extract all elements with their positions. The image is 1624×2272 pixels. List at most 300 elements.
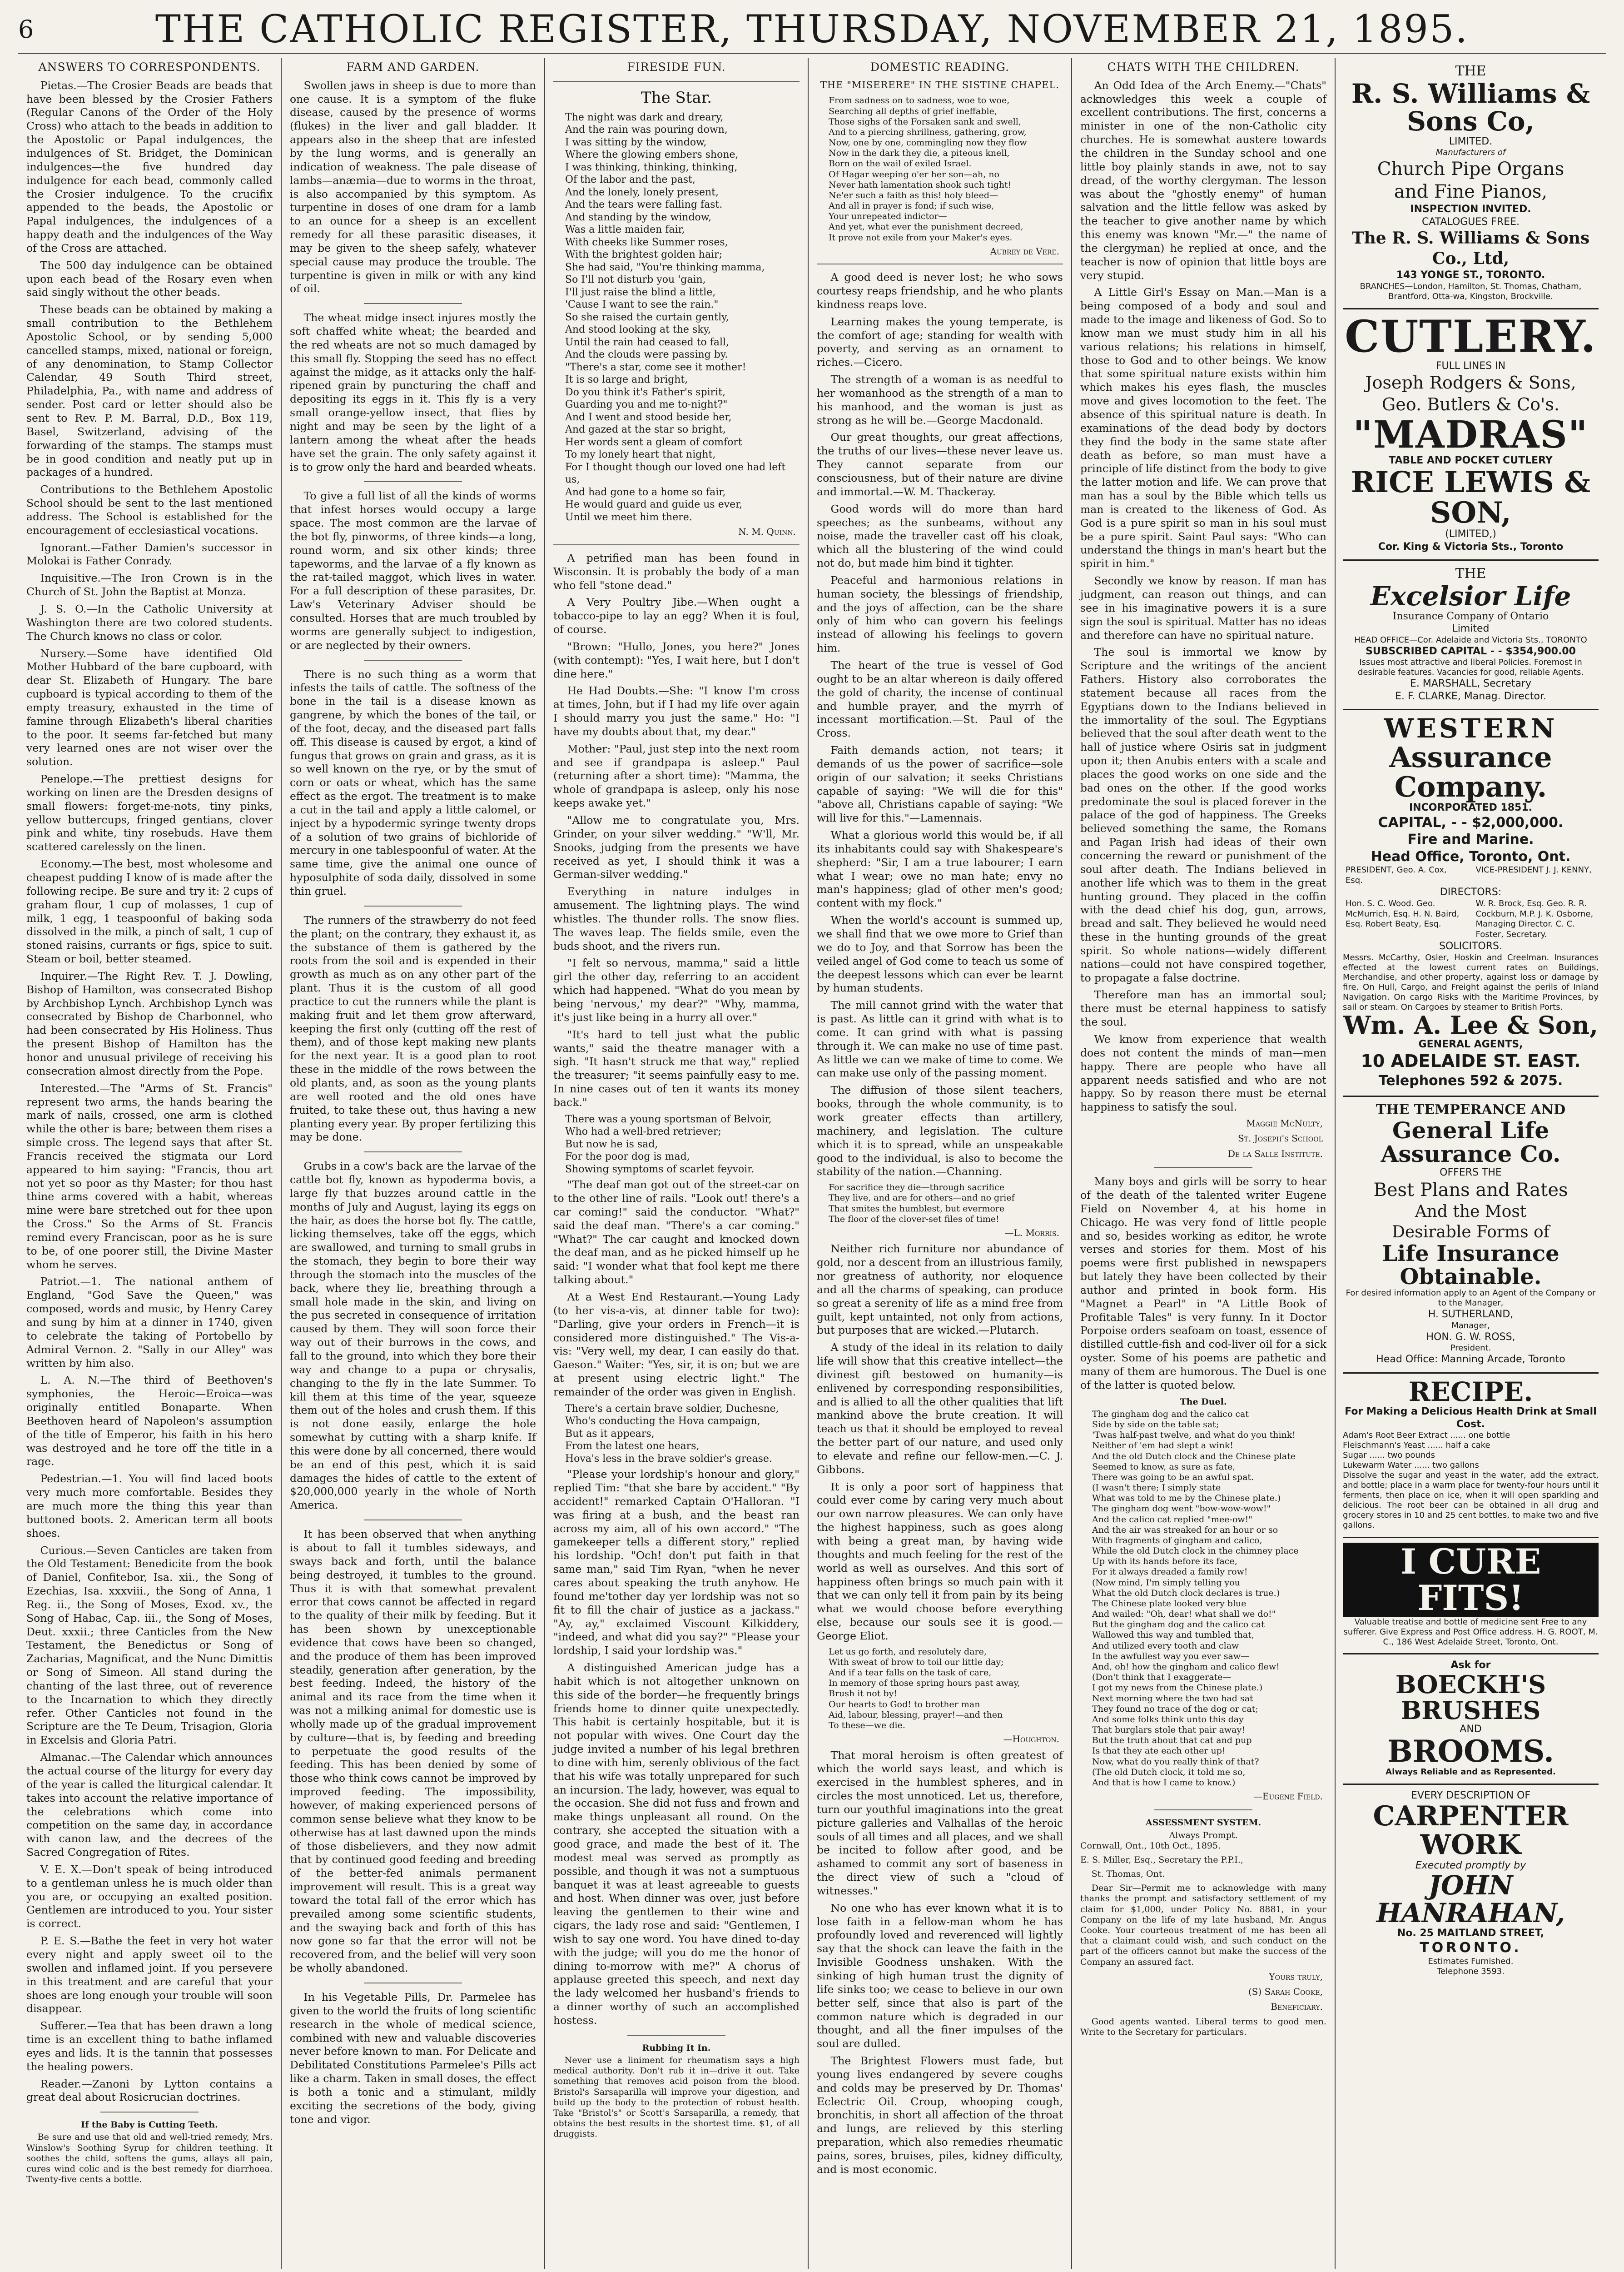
notice-title: If the Baby is Cutting Teeth. bbox=[81, 2120, 218, 2130]
verse-line: 'Cause I want to see the rain." bbox=[565, 299, 719, 311]
ad-line: And the Most bbox=[1415, 1202, 1527, 1221]
ad-headline: BROOMS. bbox=[1387, 1733, 1554, 1769]
verse-line: But the truth about that cat and pup bbox=[1092, 1735, 1252, 1746]
paragraph: Pietas.—The Crosier Beads are beads that have been blessed by the Crosier Fathers (Regular Canons of the Order of the Holy Cross) who attach to the beads in addition to the Apostolic or Papal indulgences, the indulgences of St. Bridget, the Dominican indulgences—the five hundred day indulgence for each bead, commonly called the Crosier indulgence. To the crucifix appended to the beads, the Apostolic or Papal indulgences, the indulgences of a happy death and the indulgences of the Way of the Cross are attached. bbox=[26, 79, 273, 254]
verse-line: Neither of 'em had slept a wink! bbox=[1092, 1440, 1233, 1451]
column-heading: FIRESIDE FUN. bbox=[627, 60, 726, 74]
divider bbox=[553, 81, 800, 82]
ad-line: Manager, bbox=[1451, 1320, 1490, 1330]
poem-title: The Duel. bbox=[1180, 1396, 1227, 1407]
ad-line: Dissolve the sugar and yeast in the water, add the extract, and bottle; place in a warm place for twenty-four hours until it ferments, then place on ice, when it will open sparkling and delicious. The root beer can be obtained in all drug and grocery stores in 10 and 25 cent bottles, to make two and five gallons. bbox=[1343, 1470, 1599, 1530]
paragraph: Contributions to the Bethlehem Apostolic School should be sent to the last mentioned address. The School is established for the encouragement of ecclesiastical vocations. bbox=[26, 483, 273, 537]
verse-line: Of the labor and the past, bbox=[565, 174, 695, 186]
ad-company-name-2: General Life Assurance Co. bbox=[1381, 1116, 1561, 1168]
column-fireside bbox=[545, 58, 809, 2269]
verse-line: And stood looking at the sky, bbox=[565, 324, 711, 336]
verse-line: And wailed: "Oh, dear! what shall we do!" bbox=[1092, 1609, 1276, 1619]
stanza bbox=[1092, 1767, 1326, 1788]
domestic-body-3 bbox=[817, 1749, 1063, 2177]
verse-line: She had said, "You're thinking mamma, bbox=[565, 261, 765, 273]
stanza bbox=[565, 411, 800, 524]
paragraph: The soul is immortal we know by Scripture and the writings of the ancient Fathers. History also corroborates the statement because all races from the Egyptians down to the Indians believed in the immortality of the soul. The Egyptians believed that the soul after death went to the hall of justice where Osiris sat in judgment upon it; then Anubis enters with a scale and places the good works on one side and the bad ones on the other. If the good works predominate the soul is placed forever in the palace of the god of happiness. The Greeks believed something the same, the Romans and Pagan Irish had ideas of their own concerning the reward or punishment of the soul after death. The Indians believed in another life which was to them in the great hunting ground. They placed in the coffin with the dead chief his dog, gun, arrows, bread and salt. They believed he would need these in the hunting grounds of the great spirit. So whole nations—widely different nations—could not have conspired together, to propagate a false doctrine. bbox=[1080, 646, 1326, 984]
ad-agent: Wm. A. Lee & Son, bbox=[1343, 1011, 1598, 1040]
verse-line: And if a tear falls on the task of care, bbox=[829, 1668, 992, 1678]
stanza bbox=[565, 111, 800, 211]
paragraph: A petrified man has been found in Wisconsin. It is probably the body of a man who fell "stone dead." bbox=[553, 551, 800, 592]
ad-boeckh bbox=[1343, 1654, 1599, 1785]
ad-line: Church Pipe Organs bbox=[1377, 159, 1564, 180]
verse-line: So she raised the curtain gently, bbox=[565, 311, 729, 323]
paragraph: Everything in nature indulges in amusement. The lightning plays. The wind whistles. The thunder rolls. The snow flies. The waves leap. The fields smile, even the buds shoot, and the rivers run. bbox=[553, 885, 800, 952]
ad-line: Issues most attractive and liberal Policies. Foremost in desirable features. Vacancies for good, reliable Agents. bbox=[1357, 658, 1584, 678]
domestic-body-2 bbox=[817, 1242, 1063, 1643]
ad-line: THE bbox=[1455, 63, 1486, 79]
verse-line: And that is how I came to know.) bbox=[1092, 1777, 1236, 1788]
verse-line: Now, what do you really think of that? bbox=[1092, 1756, 1259, 1767]
sarsaparilla-ad: Never use a liniment for rheumatism says a high medical authority. Don't rub it in—drive it out. Take something that removes acid poison from the blood. Bristol's Sarsaparilla will improve your digestion, and build up the body to the protection of robust health. Take "Bristol's" or Scott's Sarsaparilla, a remedy, that obtains the best results in the shortest time. $1, of all druggists. bbox=[553, 2055, 800, 2139]
verse-line: Now, one by one, commingling now they flow bbox=[829, 138, 1027, 148]
ad-company-name: Excelsior Life bbox=[1370, 581, 1571, 612]
jokes-body-3 bbox=[553, 1468, 800, 2028]
paragraph: Many boys and girls will be sorry to hear of the death of the talented writer Eugene Field on November 4, at his home in Chicago. He was very fond of little people and so, besides working as editor, he wrote verses and stories for them. Most of his poems were first published in newspapers but lately they have been collected by their author and printed in book form. His "Magnet a Pearl" in "A Little Book of Profitable Tales" is very funny. In it Doctor Porpoise orders seafoam on toast, essence of distilled cuttle-fish and cod-liver oil for a sick oyster. Some of his poems are pathetic and many of them are humorous. The Duel is one of the latter is quoted below. bbox=[1080, 1175, 1326, 1391]
ad-line: Fleischmann's Yeast ...... half a cake bbox=[1343, 1440, 1490, 1450]
page-number: 6 bbox=[18, 15, 34, 44]
divider bbox=[553, 544, 800, 545]
stanza bbox=[1092, 1483, 1326, 1504]
paragraph: There is no such thing as a worm that infests the tails of cattle. The softness of the bone in the tail is a disease known as gangrene, by which the bones of the tail, or of the foot, decay, and the diseased part falls off. This disease is caused by ergot, a kind of fungus that grows on grain and grass, as it is so well known on the rye, or by the smut of corn or oats or wheat, which has the same effect as the ergot. The treatment is to make a cut in the tail and apply a little calomel, or inject by a hypodermic syringe twenty drops of a solution of two grains of bichloride of mercury in one tablespoonful of water. At the same time, give the animal one ounce of hyposulphite of soda daily, dissolved in some thin gruel. bbox=[290, 668, 536, 897]
ad-line: OFFERS THE bbox=[1440, 1166, 1502, 1178]
domestic-body bbox=[817, 271, 1063, 1179]
verse-line: Never hath lamentation shook such tight! bbox=[829, 179, 1012, 190]
paragraph: To give a full list of all the kinds of worms that infest horses would occupy a large space. The most common are the larvae of the bot fly, pinworms, of three kinds—a long, round worm, and six other kinds; three tapeworms, and the larvae of a fly known as the rat-tailed maggot, which lives in water. For a full description of these parasites, Dr. Law's Veterinary Adviser should be consulted. Horses that are much troubled by worms are generally subject to indigestion, or are neglected by their owners. bbox=[290, 489, 536, 652]
paragraph: Reader.—Zanoni by Lytton contains a great deal about Rosicrucian doctrines. bbox=[26, 2077, 273, 2104]
verse-line: Let us go forth, and resolutely dare, bbox=[829, 1646, 987, 1657]
verse-line: From sadness on to sadness, woe to woe, bbox=[829, 95, 1010, 106]
stanza bbox=[565, 311, 800, 411]
paragraph: The mill cannot grind with the water that is past. As little can it grind with what is to come. It can grind with what is passing through it. We can make no use of time past. As little we can we make of time to come. We can make use only of the passing moment. bbox=[817, 999, 1063, 1080]
ad-line: Best Plans and Rates bbox=[1373, 1180, 1568, 1201]
paragraph: These beads can be obtained by making a small contribution to the Bethlehem Apostolic School, or by sending 5,000 cancelled stamps, mixed, national or foreign, of any denomination, to Stamp Collector Calendar, 49 South Third street, Philadelphia, Pa., with name and address of sender. Post card or letter should also be sent to Rev. P. M. Barral, D.D., Box 119, Basel, Switzerland, advising of the forwarding of the stamps. The stamps must be in good condition and neatly put up in packages of a hundred. bbox=[26, 303, 273, 479]
ad-line: Head Office, Toronto, Ont. bbox=[1371, 848, 1571, 865]
paragraph: What a glorious world this would be, if all its inhabitants could say with Shakespeare's shepherd: "Sir, I am a true labourer; I earn what I wear; owe no man hate; envy no man's happiness; glad of other men's good; content with my flock." bbox=[817, 829, 1063, 910]
letter-title: ASSESSMENT SYSTEM. bbox=[1145, 1818, 1261, 1828]
paragraph: When the world's account is summed up, we shall find that we owe more to Grief than we do to Joy, and that Sorrow has been the veiled angel of God come to teach us some of the deepest lessons which can ever be learnt by human students. bbox=[817, 914, 1063, 995]
verse-line: And the rain was pouring down, bbox=[565, 124, 728, 136]
ad-line: Valuable treatise and bottle of medicine sent Free to any sufferer. Give Express and Post Office address. H. G. ROOT, M. C., 186 West Adelaide Street, Toronto, Ont. bbox=[1343, 1617, 1598, 1647]
verse-line: Now in the dark they die, a piteous knell, bbox=[829, 148, 1010, 159]
ad-line: CAPITAL, - - $2,000,000. bbox=[1378, 814, 1564, 831]
ad-line: SOLICITORS. bbox=[1439, 941, 1502, 952]
verse-line: The floor of the clover-set files of time! bbox=[829, 1214, 999, 1224]
verse-line: The gingham dog went "bow-wow-wow!" bbox=[1092, 1504, 1271, 1514]
verse-line: Side by side on the table sat; bbox=[1092, 1420, 1219, 1430]
ad-line: Limited bbox=[1452, 623, 1490, 635]
paragraph: Curious.—Seven Canticles are taken from the Old Testament: Benedicite from the book of Daniel, Confitebor, Isa. xii., the Song of Ezechias, Isa. xxxviii., the Song of Anna, 1 Reg. ii., the Song of Moses, Exod. xv., the Song of Habac, Cap. iii., the Song of Moses, Deut. xxxii.; three Canticles from the New Testament, the Benedictus or Song of Zacharias, Magnificat, and the Nunc Dimittis or Song of Simeon. All stand during the chanting of the last three, out of reverence to the Incarnation to which they directly refer. Other Canticles not found in the Scripture are the Te Deum, Trisagion, Gloria in Excelsis and Gloria Patri. bbox=[26, 1544, 273, 1747]
ad-western bbox=[1343, 710, 1599, 1097]
verse-line: In the awfullest way you ever saw— bbox=[1092, 1651, 1250, 1661]
letter-footer: Good agents wanted. Liberal terms to good men. Write to the Secretary for particulars. bbox=[1080, 2016, 1326, 2038]
verse-line: And yet, what ever the punishment decreed, bbox=[829, 222, 1023, 232]
divider bbox=[364, 906, 462, 907]
verse-line: And, oh! how the gingham and calico flew! bbox=[1092, 1662, 1280, 1672]
paragraph: Good words will do more than hard speeches; as the sunbeams, without any noise, made the traveller cast off his cloak, which all the blustering of the wind could not do, but made him bind it tighter. bbox=[817, 502, 1063, 570]
verse-line: To these—we die. bbox=[829, 1720, 905, 1730]
paragraph: The heart of the true is vessel of God ought to be an altar whereon is daily offered the gold of charity, the incense of continual and humble prayer, and the myrrh of incessant mortification.—St. Paul of the Cross. bbox=[817, 658, 1063, 740]
ad-president: PRESIDENT, Geo. A. Cox, Esq. bbox=[1346, 865, 1447, 886]
poem-signature: —Eugene Field. bbox=[1253, 1791, 1323, 1802]
verse-line: The Chinese plate looked very blue bbox=[1092, 1598, 1247, 1609]
ad-address: Head Office: Manning Arcade, Toronto bbox=[1376, 1354, 1565, 1365]
paragraph: He Had Doubts.—She: "I know I'm cross at times, John, but if I had my life over again I should marry you just the same." Ho: "I have my doubts about that, my dear." bbox=[553, 684, 800, 738]
verse-line: And to a piercing shrillness, gathering, grow, bbox=[829, 127, 1027, 137]
letter-close: Yours truly, bbox=[1269, 1971, 1323, 1982]
verse-line: Brush it not by! bbox=[829, 1689, 897, 1699]
ad-company-name: R. S. Williams & Sons Co, bbox=[1351, 78, 1590, 137]
divider bbox=[364, 481, 462, 482]
verse-line: Her words sent a gleam of comfort bbox=[565, 436, 742, 448]
ad-line: Estimates Furnished. bbox=[1428, 1956, 1514, 1966]
verse-line: And all in prayer is fond; if such wise, bbox=[829, 201, 994, 211]
stanza bbox=[1092, 1672, 1326, 1693]
verse-line: Do you think it's Father's spirit, bbox=[565, 386, 726, 398]
verse-line: In memory of those spring hours past away, bbox=[829, 1678, 1020, 1689]
ad-line: For desired information apply to an Agent of the Company or to the Manager, bbox=[1346, 1288, 1596, 1308]
paragraph: An Odd Idea of the Arch Enemy.—"Chats" acknowledges this week a couple of excellent contributions. The first, concerns a minister in one of the non-Catholic city churches. He is somewhat austere towards the children in the Sunday school and one little boy plainly stands in awe, not to say dread, of the worthy clergyman. The lesson was about the "ghostly enemy" of human salvation and the little fellow was asked by the teacher to give another name by which this enemy was known "Mr.—" the name of the clergyman) he replied at once, and the teacher is now of opinion that little boys are very stupid. bbox=[1080, 79, 1326, 282]
ad-line: E. MARSHALL, Secretary bbox=[1410, 678, 1532, 690]
notice-text: Be sure and use that old and well-tried remedy, Mrs. Winslow's Soothing Syrup for children teething. It soothes the child, softens the gums, allays all pain, cures wind colic and is the best remedy for diarrhoea. Twenty-five cents a bottle. bbox=[26, 2132, 273, 2185]
verse-line: Ne'er such a faith as this! holy bleed— bbox=[829, 190, 998, 200]
ad-address: 143 YONGE ST., TORONTO. bbox=[1396, 269, 1545, 281]
letter-signature: (S) Sarah Cooke, bbox=[1248, 1986, 1323, 1998]
ad-line: TORONTO. bbox=[1420, 1940, 1522, 1956]
paragraph: Faith demands action, not tears; it demands of us the power of sacrifice—sole origin of our salvation; it seeks Christians capable of saying: "We will die for this" "above all, Christians capable of saying: "We will live for this."—Lamennais. bbox=[817, 744, 1063, 825]
paragraph: Inquirer.—The Right Rev. T. J. Dowling, Bishop of Hamilton, was consecrated Bishop by Archbishop Lynch. Archbishop Lynch was consecrated by Bishop de Charbonnel, who had been consecrated by His Holiness. Thus the present Bishop of Hamilton has the honor and unusual privilege of receiving his consecration almost directly from the Pope. bbox=[26, 969, 273, 1077]
divider bbox=[1154, 1809, 1253, 1810]
column-farm bbox=[282, 58, 545, 2269]
letter-body: Dear Sir—Permit me to acknowledge with many thanks the prompt and satisfactory settlement of my claim for $1,000, under Policy No. 8881, in your Company on the life of my late husband, Mr. Angus Cooke. Your courteous treatment of me has been all that a claimant could wish, and such conduct on the part of the officers cannot but make the success of the Company an assured fact. bbox=[1080, 1883, 1326, 1967]
paragraph: The Brightest Flowers must fade, but young lives endangered by severe coughs and colds may be preserved by Dr. Thomas' Eclectric Oil. Croup, whooping cough, bronchitis, in short all affection of the throat and lungs, are relieved by this sterling preparation, which also remedies rheumatic pains, sores, bruises, piles, kidney difficulty, and is most economic. bbox=[817, 2054, 1063, 2176]
verse-line: What the old Dutch clock declares is true.) bbox=[1092, 1588, 1280, 1598]
verse-line: And had gone to a home so fair, bbox=[565, 486, 726, 498]
divider bbox=[1154, 1167, 1253, 1168]
chats-body-2 bbox=[1080, 1175, 1326, 1392]
verse-line: Searching all depths of grief ineffable, bbox=[829, 106, 997, 116]
letter-recipient: E. S. Miller, Esq., Secretary the P.P.I., bbox=[1080, 1854, 1244, 1865]
stanza bbox=[565, 211, 800, 311]
verse-line: (Don't think that I exaggerate— bbox=[1092, 1672, 1232, 1683]
column-heading: ANSWERS TO CORRESPONDENTS. bbox=[38, 60, 261, 74]
paragraph: At a West End Restaurant.—Young Lady (to her vis-a-vis, at dinner table for two): "Darling, give your orders in French—it is considered more distinguished." The Vis-a-vis: "Very well, my dear, I can easily do that. Gaeson." Waiter: "Yes, sir, it is on; but we are at present using electric light." The remainder of the order was given in English. bbox=[553, 1290, 800, 1398]
verse-line: They found no trace of the dog or cat; bbox=[1092, 1704, 1258, 1714]
verse-title: THE "MISERERE" IN THE SISTINE CHAPEL. bbox=[820, 79, 1060, 90]
ad-line: and Fine Pianos, bbox=[1394, 181, 1548, 203]
ad-williams bbox=[1343, 58, 1599, 309]
paragraph: P. E. S.—Bathe the feet in very hot water every night and apply sweet oil to the swollen and inflamed joint. If you persevere in this treatment and are careful that your shoes are long enough your trouble will soon disappear. bbox=[26, 1934, 273, 2015]
ad-line: Life Insurance Obtainable. bbox=[1382, 1241, 1559, 1290]
ad-vice-president: VICE-PRESIDENT J. J. KENNY, bbox=[1475, 865, 1592, 875]
ad-line: Insurance Company of Ontario bbox=[1392, 610, 1549, 622]
ad-line: Always Reliable and as Represented. bbox=[1386, 1767, 1556, 1777]
limerick-belvoir bbox=[565, 1113, 800, 1176]
poem-star bbox=[565, 111, 800, 524]
paragraph: It has been observed that when anything is about to fall it tumbles sideways, and sways back and forth, until the balance being destroyed, it tumbles to the ground. Thus it is with that somewhat prevalent error that cows cannot be affected in regard to the quality of their milk by feeding. But it has been shown by unexceptionable evidence that cows have been so changed, and the produce of them has been improved steadily, generation after generation, by the best feeding. Indeed, the history of the animal and its race from the time when it was not a milking animal for domestic use is wholly made up of the gradual improvement by culture—that is, by feeding and breeding to perpetuate the good results of the feeding. This has been denied by some of those who think cows cannot be improved by improved feeding. The impossibility, however, of making experienced persons of common sense believe what they know to be otherwise has at last dawned upon the minds of those disbelievers, and they now admit that by continued good feeding and breeding of the better-fed animals permanent improvement will result. This is a great way toward the total fall of the error which has prevailed among some scientific students, and the swaying back and forth of this has now gone so far that the error will not be recovered from, and the belief will very soon be wholly abandoned. bbox=[290, 1528, 536, 1975]
ad-line: HON. G. W. ROSS, bbox=[1426, 1331, 1515, 1343]
ad-line: Desirable Forms of bbox=[1391, 1223, 1550, 1242]
page-title: THE CATHOLIC REGISTER, THURSDAY, NOVEMBER 21, 1895. bbox=[155, 7, 1469, 51]
verse-line: From the latest one hears, bbox=[565, 1440, 700, 1452]
ad-company-name: THE TEMPERANCE AND bbox=[1376, 1102, 1566, 1118]
verse-line: While the old Dutch clock in the chimney place bbox=[1092, 1546, 1299, 1556]
verse-line: Of Hagar weeping o'er her son—ah, no bbox=[829, 169, 999, 179]
verse-line: The gingham dog and the calico cat bbox=[1092, 1409, 1249, 1419]
paragraph: A Very Poultry Jibe.—When ought a tobacco-pipe to lay an egg? When it is foul, of course. bbox=[553, 596, 800, 636]
paragraph: Learning makes the young temperate, is the comfort of age; standing for wealth with poverty, and serving as an ornament to riches.—Cicero. bbox=[817, 315, 1063, 369]
paragraph: Sufferer.—Tea that has been drawn a long time is an excellent thing to bathe inflamed eyes and lids. It is the tannin that possesses the healing powers. bbox=[26, 2019, 273, 2073]
jokes-body bbox=[553, 552, 800, 1110]
verse-line: Our hearts to God! to brother man bbox=[829, 1699, 980, 1709]
verse-line: It is so large and bright, bbox=[565, 374, 688, 386]
essay-school: St. Joseph's School bbox=[1237, 1133, 1323, 1144]
verse-line: It prove not exile from your Maker's eyes. bbox=[829, 232, 1013, 243]
ad-address: Cor. King & Victoria Sts., Toronto bbox=[1378, 541, 1564, 553]
verse-line: Next morning where the two had sat bbox=[1092, 1693, 1253, 1704]
verse-line: I got my news from the Chinese plate.) bbox=[1092, 1683, 1263, 1693]
ad-line: Manufacturers of bbox=[1435, 148, 1506, 158]
ad-headline: CUTLERY. bbox=[1345, 310, 1597, 362]
ad-line: E. F. CLARKE, Manag. Director. bbox=[1395, 690, 1546, 702]
paragraph: "The deaf man got out of the street-car on to the other line of rails. "Look out! there's a car coming!" said the conductor. "What?" said the deaf man. "There's a car coming." "What?" The car caught and knocked down the deaf man, and as he picked himself up he said: "I wonder what that fool kept me there talking about." bbox=[553, 1178, 800, 1286]
verse-line: And utilized every tooth and claw bbox=[1092, 1640, 1239, 1651]
ad-carpenter bbox=[1343, 1785, 1599, 1983]
chats-body bbox=[1080, 79, 1326, 1114]
ad-line: Lukewarm Water ...... two gallons bbox=[1343, 1460, 1479, 1470]
ad-line: AND bbox=[1460, 1724, 1482, 1735]
verse-line: Up with its hands before its face, bbox=[1092, 1556, 1237, 1567]
verse-line: Hova's less in the brave soldier's grease. bbox=[565, 1453, 772, 1465]
ad-company-name: WESTERN bbox=[1384, 713, 1558, 744]
columns bbox=[18, 58, 1606, 2269]
paragraph: Ignorant.—Father Damien's successor in Molokai is Father Conrady. bbox=[26, 541, 273, 568]
ad-company-name: RICE LEWIS & SON, bbox=[1351, 465, 1590, 530]
verse-line: Who's conducting the Hova campaign, bbox=[565, 1415, 760, 1427]
ad-branches: BRANCHES—London, Hamilton, St. Thomas, Chatham, Brantford, Otta-wa, Kingston, Brockville. bbox=[1360, 281, 1582, 301]
verse-line: With cheeks like Summer roses, bbox=[565, 236, 728, 248]
paragraph: The wheat midge insect injures mostly the soft chaffed white wheat; the bearded and the red wheats are not so much damaged by this small fly. Stopping the seed has no effect against the midge, as it attacks only the half-ripened grain by puncturing the chaff and depositing its eggs in it. This fly is a very small orange-yellow insect, that flies by night and may be seen by the light of a lantern among the wheat after the heads have set the grain. The only safety against it is to grow only the hard and bearded wheats. bbox=[290, 311, 536, 473]
ad-line: TABLE AND POCKET CUTLERY bbox=[1389, 455, 1553, 467]
paragraph: A distinguished American judge has a habit which is not altogether unknown on this side of the border—he frequently brings friends home to dinner quite unexpectedly. This habit is certainly hospitable, but it is not popular with wives. One Court day the judge invited a number of his legal brethren to dine with him, serenly oblivious of the fact that his wife was totally unprepared for such an incursion. The lady, however, was equal to the occasion. She did not fuss and frown and make things unpleasant all round. On the contrary, she accepted the situation with a good grace, and made the best of it. The modest meal was served as promptly as possible, and though it was not a sumptuous banquet it was at least agreeable to guests and host. When dinner was over, just before leaving the gentlemen to their wine and cigars, the lady rose and said: "Gentlemen, I wish to say one word. You have dined to-day with the judge; will you do me the honor of dining to-morrow with me?" A chorus of applause greeted this speech, and next day the lady welcomed her husband's friends to a dinner worthy of such an accomplished hostess. bbox=[553, 1661, 800, 2027]
paragraph: Inquisitive.—The Iron Crown is in the Church of St. John the Baptist at Monza. bbox=[26, 572, 273, 598]
ad-headline: I CURE FITS! bbox=[1343, 1543, 1599, 1617]
verse-signature: —L. Morris. bbox=[1004, 1227, 1059, 1238]
answers-body bbox=[26, 79, 273, 2105]
verse-line: I was thinking, thinking, thinking, bbox=[565, 161, 738, 173]
ad-telephone: Telephones 592 & 2075. bbox=[1378, 1072, 1563, 1089]
verse-line: Wallowed this way and tumbled that, bbox=[1092, 1630, 1254, 1640]
essay-signature: Maggie McNulty, bbox=[1246, 1118, 1323, 1129]
verse-line: For it always dreaded a family row! bbox=[1092, 1567, 1248, 1577]
verse-line: (Now mind, I'm simply telling you bbox=[1092, 1577, 1240, 1588]
ad-line: Adam's Root Beer Extract ...... one bottle bbox=[1343, 1430, 1510, 1440]
ad-company-name-2: Assurance Company. bbox=[1389, 741, 1552, 804]
verse-line: But as it appears, bbox=[565, 1428, 655, 1440]
ad-line: INCORPORATED 1851. bbox=[1409, 802, 1532, 814]
verse-line: And the clouds were passing by. bbox=[565, 349, 728, 361]
ad-line: SUBSCRIBED CAPITAL - - $354,900.00 bbox=[1366, 645, 1576, 657]
verse-line: But now he is sad, bbox=[565, 1138, 658, 1150]
letter-place: Cornwall, Ont., 10th Oct., 1895. bbox=[1080, 1840, 1221, 1851]
verse-line: There's a certain brave soldier, Duchesne, bbox=[565, 1403, 779, 1415]
poem-duel bbox=[1092, 1409, 1326, 1788]
verse-line: They live, and are for others—and no grief bbox=[829, 1193, 1015, 1203]
verse-line: That smites the humblest, but evermore bbox=[829, 1203, 1005, 1214]
verse-line: Guarding you and me to-night?" bbox=[565, 399, 728, 411]
verse-line: And the lonely, lonely present, bbox=[565, 186, 719, 198]
column-domestic bbox=[809, 58, 1072, 2269]
paragraph: That moral heroism is often greatest of which the world says least, and which is exercised in the humblest spheres, and in circles the most unnoticed. Let us, therefore, turn our youthful imaginations into the great picture galleries and Valhallas of the heroic souls of all times and all places, and we shall be incited to follow after good, and be ashamed to commit any sort of baseness in the direct view of such a "cloud of witnesses." bbox=[817, 1749, 1063, 1897]
verse-line: The night was dark and dreary, bbox=[565, 111, 724, 123]
column-ads bbox=[1336, 58, 1606, 2269]
paragraph: Almanac.—The Calendar which announces the actual course of the liturgy for every day of the year is called the liturgical calendar. It takes into account the relative importance of the celebrations which come into competition on the same day, in accordance with canon law, and the decrees of the Sacred Congregation of Rites. bbox=[26, 1751, 273, 1859]
column-heading: FARM AND GARDEN. bbox=[346, 60, 480, 74]
ad-line: Messrs. McCarthy, Osler, Hoskin and Creelman. Insurances effected at the lowest current rates on Buildings, Merchandise, and other property, against loss or damage by fire. On Hull, Cargo, and Freight against the perils of Inland Navigation. On cargo Risks with the Maritime Provinces, by sail or steam. On Cargoes by steamer to British Ports. bbox=[1343, 952, 1599, 1012]
verse-line: Seemed to know, as sure as fate, bbox=[1092, 1461, 1236, 1472]
paragraph: Swollen jaws in sheep is due to more than one cause. It is a symptom of the fluke disease, caused by the presence of worms (flukes) in the liver and gall bladder. It appears also in the sheep that are infested by the lung worms, and is generally an indication of weakness. The pale disease of lambs—anæmia—due to worms in the throat, is also accompanied by this symptom. As turpentine in doses of one dram for a lamb to an ounce for a sheep is an excellent remedy for all these parasitic diseases, it may be given to the sheep safely, whatever special cause may produce the trouble. The turpentine is given in milk or with any kind of oil. bbox=[290, 79, 536, 295]
paragraph: Secondly we know by reason. If man has judgment, can reason out things, and can see in his imaginative powers it is a sure sign the soul is spiritual. Matter has no ideas and therefore can have no spiritual nature. bbox=[1080, 574, 1326, 642]
verse-line: And gazed at the star so bright, bbox=[565, 424, 726, 436]
paragraph: A good deed is never lost; he who sows courtesy reaps friendship, and he who plants kindness reaps love. bbox=[817, 271, 1063, 311]
verse-line: And the air was streaked for an hour or so bbox=[1092, 1525, 1278, 1535]
verse-line: There was going to be an awful spat. bbox=[1092, 1472, 1254, 1482]
column-heading: DOMESTIC READING. bbox=[870, 60, 1010, 74]
verse-line: And standing by the window, bbox=[565, 211, 712, 223]
ad-line: Joseph Rodgers & Sons, bbox=[1365, 373, 1576, 393]
ad-headline: CARPENTER WORK bbox=[1373, 1800, 1569, 1861]
paragraph: A study of the ideal in its relation to daily life will show that this creative intellect—the divinest gift bestowed on humanity—is enlivened by corresponding responsibilities, and is allied to all the other qualities that lift mankind above the brute creation. It will teach us that it should be employed to reveal the better part of our nature, and used only to elevate and refine our fellow-men.—C. J. Gibbons. bbox=[817, 1341, 1063, 1476]
stanza bbox=[1092, 1578, 1326, 1599]
verse-line: Born on the wail of exiled Israel. bbox=[829, 159, 972, 169]
divider bbox=[364, 660, 462, 661]
letter-subtitle: Always Prompt. bbox=[1169, 1830, 1238, 1840]
ad-cutlery bbox=[1343, 309, 1599, 561]
verse-line: Where the glowing embers shone, bbox=[565, 149, 739, 161]
ad-line: INSPECTION INVITED. bbox=[1410, 204, 1531, 215]
limerick-duchesne bbox=[565, 1403, 800, 1465]
paragraph: "Brown: "Hullo, Jones, you here?" Jones (with contempt): "Yes, I wait here, but I don't dine here." bbox=[553, 640, 800, 680]
verse-line: I'll just raise the blind a little, bbox=[565, 286, 716, 298]
verse-line: 'Twas half-past twelve, and what do you think! bbox=[1092, 1430, 1296, 1440]
masthead bbox=[18, 6, 1606, 54]
paragraph: It is only a poor sort of happiness that could ever come by caring very much about our own narrow pleasures. We can only have the highest happiness, such as goes along with being a great man, by having wide thoughts and much feeling for the rest of the world as well as ourselves. And this sort of happiness often brings so much pain with it that we can only tell it from pain by its being what we would choose before everything else, because our souls see it is good.—George Eliot. bbox=[817, 1480, 1063, 1642]
poem-title: The Star. bbox=[641, 88, 712, 107]
divider bbox=[364, 1151, 462, 1152]
ad-company-name: JOHN HANRAHAN, bbox=[1376, 1870, 1565, 1928]
paragraph: Economy.—The best, most wholesome and cheapest pudding I know of is made after the following recipe. Be sure and try it: 2 cups of graham flour, 1 cup of molasses, 1 cup of milk, 1 egg, 1 teaspoonful of baking soda dissolved in the milk, a pinch of salt, 1 cup of stoned raisins, currants or figs, spice to suit. Steam or boil, better steamed. bbox=[26, 857, 273, 966]
paragraph: Mother: "Paul, just step into the next room and see if grandpapa is asleep." Paul (returning after a short time): "Mamma, the whole of grandpapa is asleep, only his nose keeps awake yet." bbox=[553, 742, 800, 810]
verse-line: Those sighs of the Forsaken sank and swell, bbox=[829, 116, 1021, 127]
divider bbox=[627, 2035, 726, 2036]
paragraph: Peaceful and harmonious relations in human society, the blessings of friendship, and the joys of affection, can be the share only of him who can govern his feelings instead of allowing his feelings to govern him. bbox=[817, 573, 1063, 655]
paragraph: L. A. N.—The third of Beethoven's symphonies, the Heroic—Eroica—was originally entitled Bonaparte. When Beethoven heard of Napoleon's assumption of the title of Emperor, his faith in his hero was destroyed and he tore off the title in a rage. bbox=[26, 1374, 273, 1468]
column-heading: CHATS WITH THE CHILDREN. bbox=[1107, 60, 1300, 74]
verse-line: Until the rain had ceased to fall, bbox=[565, 336, 730, 348]
ad-temperance bbox=[1343, 1097, 1599, 1373]
paragraph: Therefore man has an immortal soul; there must be eternal happiness to satisfy the soul. bbox=[1080, 988, 1326, 1029]
verse-line: To my lonely heart that night, bbox=[565, 449, 716, 461]
column-chats bbox=[1072, 58, 1336, 2269]
ad-title: Rubbing It In. bbox=[642, 2043, 711, 2053]
parmelee-ad: In his Vegetable Pills, Dr. Parmelee has given to the world the fruits of long scientific research in the whole of medical science, combined with new and valuable discoveries never before known to man. For Delicate and Debilitated Constitutions Parmelee's Pills act like a charm. Taken in small doses, the effect is both a tonic and a stimulant, mildly exciting the secretions of the body, giving tone and vigor. bbox=[290, 1990, 536, 2126]
ad-line: EVERY DESCRIPTION OF bbox=[1410, 1790, 1531, 1802]
stanza bbox=[1092, 1599, 1326, 1672]
paragraph: The 500 day indulgence can be obtained upon each bead of the Rosary even when said singly without the other beads. bbox=[26, 259, 273, 299]
verse-line: Aid, labour, blessing, prayer!—and then bbox=[829, 1709, 1003, 1720]
verse-line: For sacrifice they die—through sacrifice bbox=[829, 1182, 1005, 1193]
paragraph: Patriot.—1. The national anthem of England, "God Save the Queen," was composed, words and music, by Henry Carey and sung by him at a dinner in 1740, given to celebrate the taking of Portobello by Admiral Vernon. 2. "Sally in our Alley" was written by him also. bbox=[26, 1275, 273, 1370]
verse-houghton bbox=[829, 1647, 1063, 1731]
farm-body bbox=[290, 79, 536, 1975]
stanza bbox=[1092, 1504, 1326, 1577]
verse-line: (I wasn't there; I simply state bbox=[1092, 1483, 1221, 1493]
column-answers bbox=[18, 58, 282, 2269]
ad-line: THE bbox=[1455, 566, 1486, 582]
ad-fits bbox=[1343, 1538, 1599, 1654]
verse-line: With sweat of brow to toil our little day; bbox=[829, 1657, 1004, 1667]
paragraph: "Allow me to congratulate you, Mrs. Grinder, on your silver wedding." "W'll, Mr. Snooks, judging from the presents we have received as yet, I should think it was a German-silver wedding." bbox=[553, 814, 800, 881]
ad-line: CATALOGUES FREE. bbox=[1421, 216, 1520, 228]
stanza bbox=[1092, 1409, 1326, 1483]
jokes-body-2 bbox=[553, 1178, 800, 1399]
letter-role: Beneficiary. bbox=[1271, 2001, 1323, 2013]
paragraph: "I felt so nervous, mamma," said a little girl the other day, referring to an accident which had happened. "What do you mean by being 'nervous,' my dear?" "Why, mamma, it's just like being in a hurry all over." bbox=[553, 957, 800, 1024]
verse-line: But the gingham dog and the calico cat bbox=[1092, 1619, 1265, 1630]
paragraph: V. E. X.—Don't speak of being introduced to a gentleman unless he is much older than you are, or occupying an exalted position. Gentlemen are introduced to you. Your sister is correct. bbox=[26, 1863, 273, 1930]
essay-institute: De la Salle Institute. bbox=[1227, 1148, 1323, 1159]
ad-line: (LIMITED,) bbox=[1445, 528, 1496, 540]
poem-signature: N. M. Quinn. bbox=[738, 526, 796, 538]
verse-line: And the calico cat replied "mee-ow!" bbox=[1092, 1514, 1253, 1525]
paragraph: A Little Girl's Essay on Man.—Man is a being composed of a body and soul and made to the image and likeness of God. So to know man we must study him in all his various relations; his relations in himself, those to God and to other beings. We know that some spiritual nature exists within him which makes his eyes flash, the muscles move and gives locomotion to the feet. The absence of this spiritual nature is death. In examinations of the dead body by doctors they find the body in the same state after death as before, so man must have a principle of life distinct from the body to give the latter motion and life. We can prove that man has a soul by the Bible which tells us man is created to the likeness of God. As God is a pure spirit so man in his soul must be a pure spirit. Saint Paul says: "Who can understand the things in man's heart but the spirit in him." bbox=[1080, 286, 1326, 570]
paragraph: "Please your lordship's honour and glory," replied Tim: "that she bare by accident." "By accident!" remarked Captain O'Halloran. "I was firing at a bush, and the beast ran across my aim, all of his own accord." "The gamekeeper tells a different story," replied his lordship. "Och! don't put faith in that same man," said Tim Ryan, "when he never cares about speaking the truth anyhow. He found me'tother day yer lordship was not so fit to fill the chair of justice as a jackass." "Ay, ay," exclaimed Viscount Kilkiddery, "indeed, and what did you say?" "Please your lordship, I said your lordship was." bbox=[553, 1468, 800, 1657]
paragraph: Neither rich furniture nor abundance of gold, nor a descent from an illustrious family, nor greatness of authority, nor eloquence and all the charms of speaking, can produce so great a serenity of life as a mind free from guilt, kept untainted, not only from actions, but purposes that are wicked.—Plutarch. bbox=[817, 1242, 1063, 1337]
ad-address: 10 ADELAIDE ST. EAST. bbox=[1361, 1051, 1581, 1071]
ad-line: Fire and Marine. bbox=[1407, 832, 1534, 848]
verse-line: For I thought though our loved one had left us, bbox=[565, 461, 786, 486]
ad-address: No. 25 MAITLAND STREET, bbox=[1397, 1927, 1545, 1939]
ad-line: DIRECTORS: bbox=[1440, 887, 1502, 898]
verse-sacrifice bbox=[829, 1182, 1063, 1225]
divider bbox=[364, 303, 462, 304]
verse-line: (The old Dutch clock, it told me so, bbox=[1092, 1767, 1246, 1777]
ad-telephone: Telephone 3593. bbox=[1437, 1966, 1505, 1976]
verse-line: Your unrepeated indictor— bbox=[829, 211, 947, 222]
paragraph: Our great thoughts, our great affections, the truths of our lives—these never leave us. They cannot separate from our consciousness, but of their nature are divine and immortal.—W. M. Thackeray. bbox=[817, 431, 1063, 498]
paragraph: No one who has ever known what it is to lose faith in a fellow-man whom he has profoundly loved and reverenced will lightly say that the shock can leave the faith in the Invisible Goodness unshaken. With the sinking of high human trust the dignity of life sinks too; we cease to believe in our own better self, since that also is part of the common nature which is degraded in our thought, and all the finer impulses of the soul are dulled. bbox=[817, 1901, 1063, 2050]
paragraph: J. S. O.—In the Catholic University at Washington there are two colored students. The Church knows no class or color. bbox=[26, 602, 273, 643]
verse-line: For the poor dog is mad, bbox=[565, 1151, 690, 1163]
verse-line: I was sitting by the window, bbox=[565, 136, 707, 148]
paragraph: Penelope.—The prettiest designs for working on linen are the Dresden designs of small flowers: forget-me-nots, tiny pinks, yellow buttercups, fringed gentians, clover pink and white, tiny rosebuds. Have them scattered carelessly on the linen. bbox=[26, 772, 273, 853]
verse-line: And the old Dutch clock and the Chinese plate bbox=[1092, 1451, 1296, 1461]
verse-miserere bbox=[829, 95, 1063, 243]
ad-company-name-2: The R. S. Williams & Sons Co., Ltd, bbox=[1351, 229, 1590, 269]
paragraph: The strength of a woman is as needful to her womanhood as the strength of a man to his manhood, and the woman is just as strong as he will be.—George Macdonald. bbox=[817, 373, 1063, 427]
ad-directors: Hon. S. C. Wood. Geo. McMurrich, Esq. H. N. Baird, Esq. Robert Beaty, Esq. W. R. Brock, Esq. Geo. R. R. Cockburn, M.P. J. K. Osborne, Managing Director. C. C. Foster, Secretary. bbox=[1346, 898, 1594, 940]
verse-line: Was a little maiden fair, bbox=[565, 224, 685, 236]
ad-line: LIMITED. bbox=[1449, 135, 1493, 147]
paragraph: Interested.—The "Arms of St. Francis" represent two arms, the hands bearing the mark of nails, crossed, one arm is clothed while the other is bare; between them rises a simple cross. The legend says that after St. Francis received the stigmata our Lord appeared to him saying: "Francis, thou art not yet so poor as thy Master; for thou hast thine arms covered with a habit, whereas mine were bare stretched out for thee upon the Cross." So the Arms of St. Francis remind every Franciscan, poor as he is sure to be, of one poorer still, the Divine Master whom he serves. bbox=[26, 1081, 273, 1271]
paragraph: The diffusion of those silent teachers, books, through the whole community, is to work greater effects than artillery, machinery, and legislation. The culture which it is to spread, while an unspeakable good to the individual, is also to become the stability of the nation.—Channing. bbox=[817, 1084, 1063, 1178]
verse-line: Until we meet him there. bbox=[565, 511, 692, 523]
